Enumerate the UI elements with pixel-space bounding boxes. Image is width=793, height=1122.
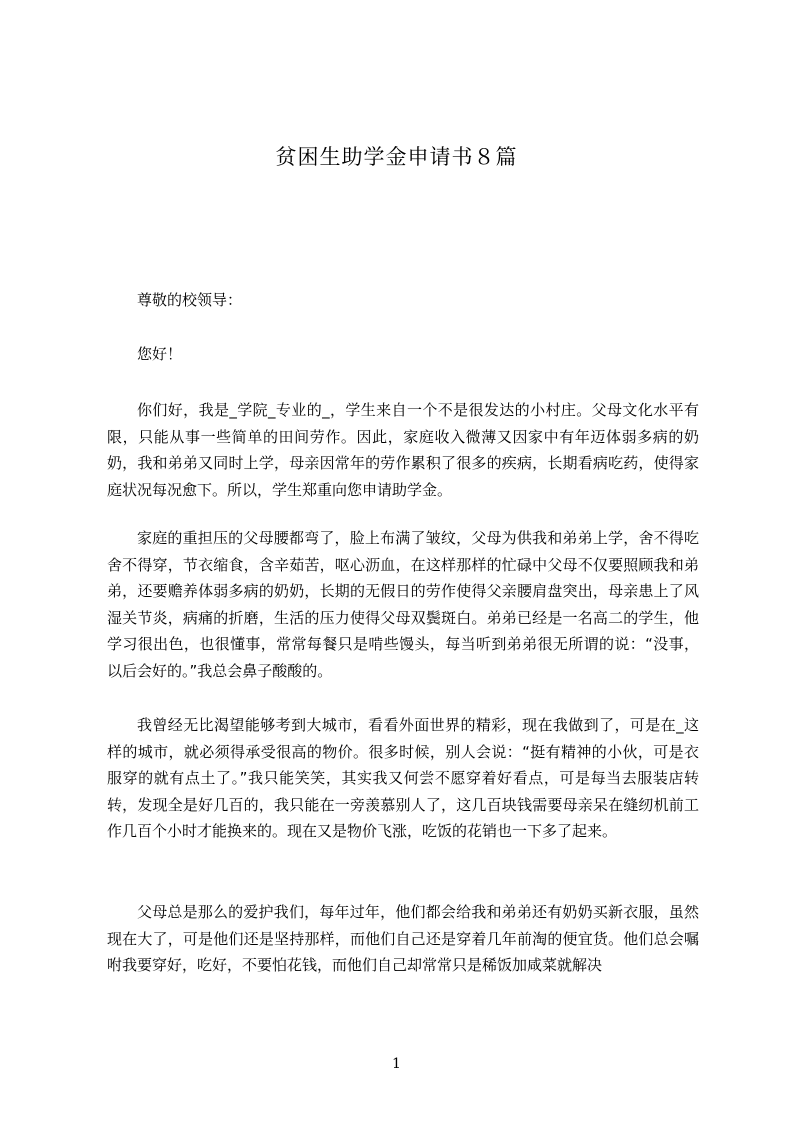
body-paragraph-3: 我曾经无比渴望能够考到大城市，看看外面世界的精彩，现在我做到了，可是在_这样的城市，就必须得承受很高的物价。很多时候，别人会说：“挺有精神的小伙，可是衣服穿的就有点土了。”我只能笑笑，其实我又何尝不愿穿着好看点，可是每当去服装店转转，发现全是好几百的，我只能在一旁羡慕别人了，这几百块钱需要母亲呆在缝纫机前工作几百个小时才能换来的。现在又是物价飞涨，吃饭的花销也一下多了起来。: [107, 716, 699, 840]
body-paragraph-1: 你们好，我是_学院_专业的_，学生来自一个不是很发达的小村庄。父母文化水平有限，只能从事一些简单的田间劳作。因此，家庭收入微薄又因家中有年迈体弱多病的奶奶，我和弟弟又同时上学，母亲因常年的劳作累积了很多的疾病，长期看病吃药，使得家庭状况每况愈下。所以，学生郑重向您申请助学金。: [107, 401, 699, 499]
salutation-recipient: 尊敬的校领导：: [137, 291, 243, 309]
body-paragraph-4: 父母总是那么的爱护我们，每年过年，他们都会给我和弟弟还有奶奶买新衣服，虽然现在大了，可是他们还是坚持那样，而他们自己还是穿着几年前淘的便宜货。他们总会嘱咐我要穿好，吃好，不要怕花钱，而他们自己却常常只是稀饭加咸菜就解决: [107, 903, 699, 974]
document-title: 贫困生助学金申请书８篇: [275, 145, 518, 169]
body-paragraph-2: 家庭的重担压的父母腰都弯了，脸上布满了皱纹，父母为供我和弟弟上学，舍不得吃舍不得穿，节衣缩食，含辛茹苦，呕心沥血，在这样那样的忙碌中父母不仅要照顾我和弟弟，还要赡养体弱多病的奶奶，长期的无假日的劳作使得父亲腰肩盘突出，母亲患上了风湿关节炎，病痛的折磨，生活的压力使得父母双鬓斑白。弟弟已经是一名高二的学生，他学习很出色，也很懂事，常常每餐只是啃些馒头，每当听到弟弟很无所谓的说：“没事，以后会好的。”我总会鼻子酸酸的。: [107, 529, 699, 680]
salutation-greeting: 您好！: [137, 345, 183, 363]
page-number: 1: [392, 1056, 401, 1072]
